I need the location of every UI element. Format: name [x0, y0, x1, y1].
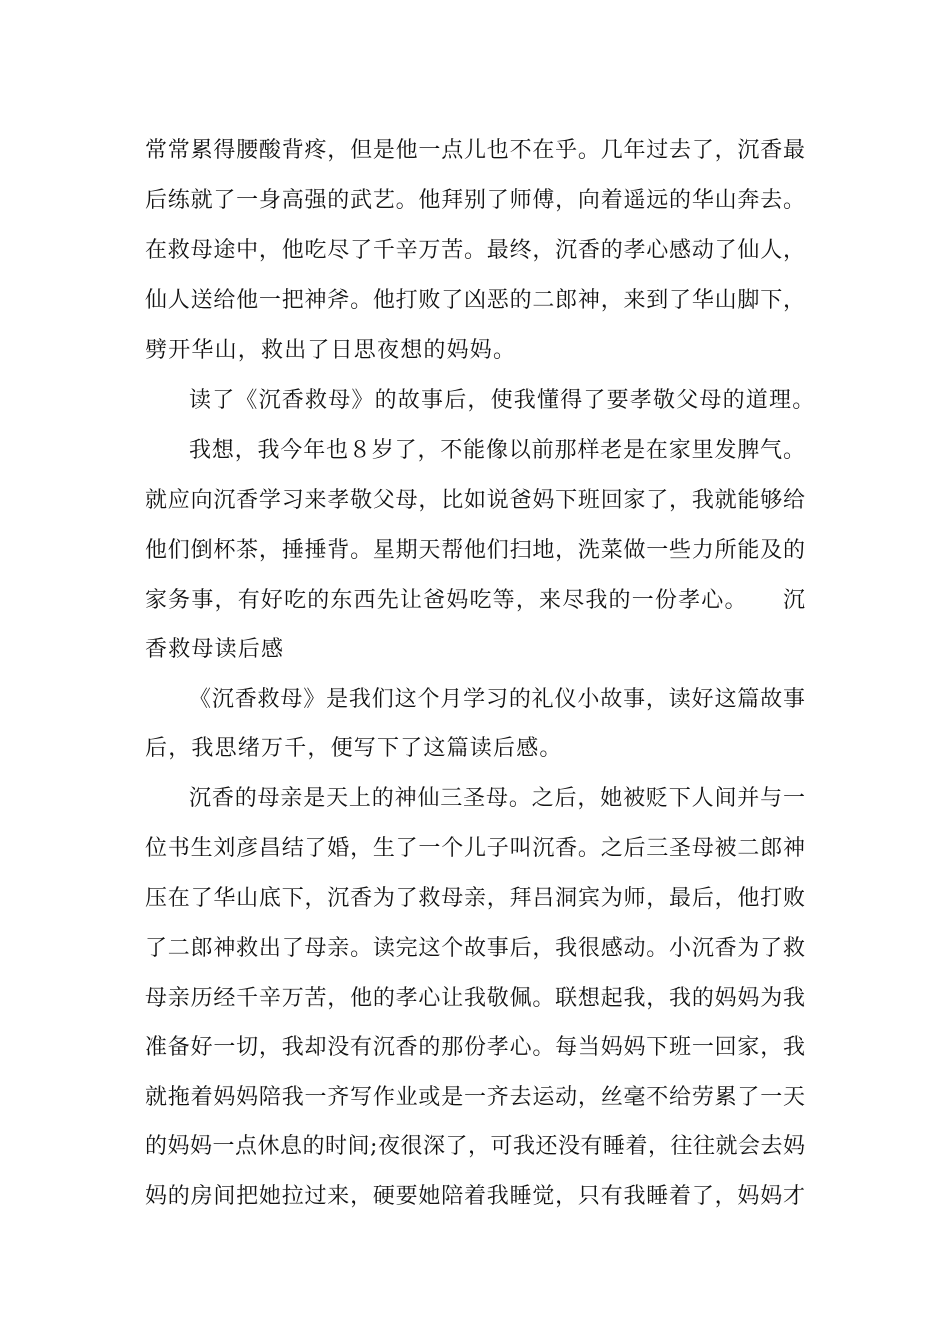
- text-line: 压在了华山底下，沉香为了救母亲，拜吕洞宾为师，最后，他打败: [145, 886, 805, 911]
- text-line: 劈开华山，救出了日思夜想的妈妈。: [145, 338, 517, 363]
- text-line: 母亲历经千辛万苦，他的孝心让我敬佩。联想起我，我的妈妈为我: [145, 986, 805, 1011]
- text-line: 《沉香救母》是我们这个月学习的礼仪小故事，读好这篇故事: [189, 687, 805, 712]
- text-line: 他们倒杯茶，捶捶背。星期天帮他们扫地，洗菜做一些力所能及的: [145, 538, 805, 563]
- text-line: 我想，我今年也８岁了，不能像以前那样老是在家里发脾气。: [189, 438, 805, 463]
- text-line: 就应向沉香学习来孝敬父母，比如说爸妈下班回家了，我就能够给: [145, 488, 805, 513]
- text-line: 位书生刘彦昌结了婚，生了一个儿子叫沉香。之后三圣母被二郎神: [145, 836, 805, 861]
- text-line: 读了《沉香救母》的故事后，使我懂得了要孝敬父母的道理。: [189, 388, 816, 413]
- text-line: 仙人送给他一把神斧。他打败了凶恶的二郎神，来到了华山脚下，: [145, 288, 805, 313]
- text-line: 香救母读后感: [145, 637, 285, 662]
- text-line: 准备好一切，我却没有沉香的那份孝心。每当妈妈下班一回家，我: [145, 1035, 805, 1060]
- text-line: 后练就了一身高强的武艺。他拜别了师傅，向着遥远的华山奔去。: [145, 188, 805, 213]
- text-line: 就拖着妈妈陪我一齐写作业或是一齐去运动，丝毫不给劳累了一天: [145, 1085, 805, 1110]
- text-line: 家务事，有好吃的东西先让爸妈吃等，来尽我的一份孝心。 沉: [145, 588, 805, 613]
- text-line: 常常累得腰酸背疼，但是他一点儿也不在乎。几年过去了，沉香最: [145, 138, 805, 163]
- text-line: 妈的房间把她拉过来，硬要她陪着我睡觉，只有我睡着了，妈妈才: [145, 1184, 805, 1209]
- text-line: 沉香的母亲是天上的神仙三圣母。之后，她被贬下人间并与一: [189, 786, 805, 811]
- text-line: 的妈妈一点休息的时间;夜很深了，可我还没有睡着，往往就会去妈: [145, 1134, 805, 1159]
- text-line: 了二郎神救出了母亲。读完这个故事后，我很感动。小沉香为了救: [145, 936, 805, 961]
- text-line: 在救母途中，他吃尽了千辛万苦。最终，沉香的孝心感动了仙人，: [145, 238, 805, 263]
- text-line: 后，我思绪万千，便写下了这篇读后感。: [145, 736, 563, 761]
